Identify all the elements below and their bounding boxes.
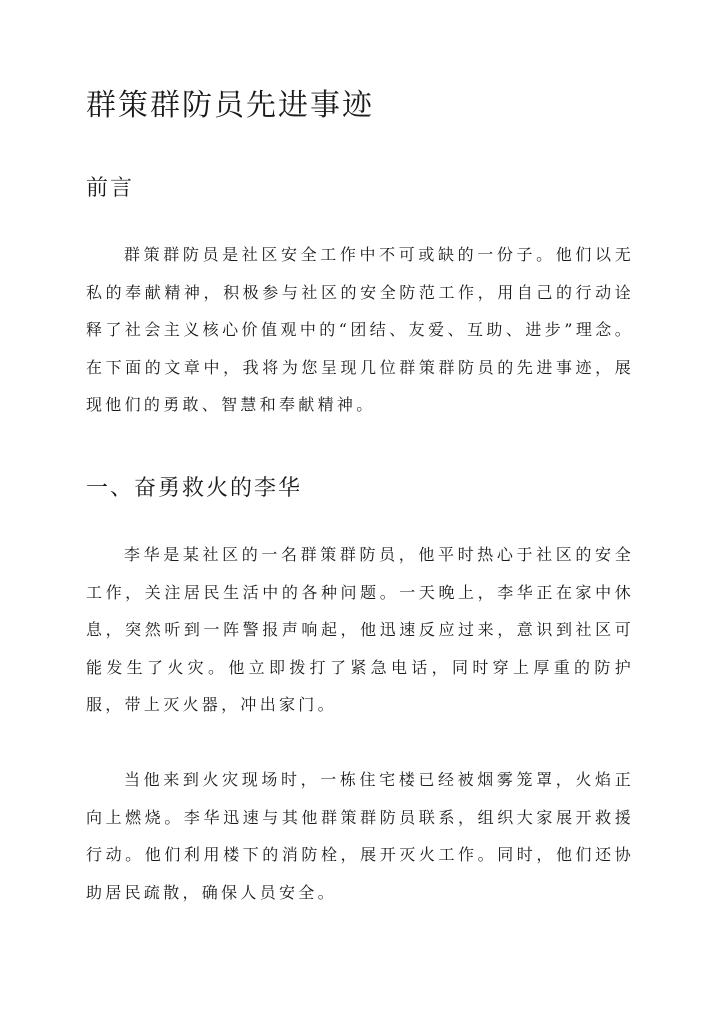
li-hua-paragraph-2: 当他来到火灾现场时，一栋住宅楼已经被烟雾笼罩，火焰正向上燃烧。李华迅速与其他群策群防员联系，组织大家展开救援行动。他们利用楼下的消防栓，展开灭火工作。同时，他们还协助居民疏散，确保人员安全。	[86, 770, 634, 902]
preface-paragraph: 群策群防员是社区安全工作中不可或缺的一份子。他们以无私的奉献精神，积极参与社区的安全防范工作，用自己的行动诠释了社会主义核心价值观中的“团结、友爱、互助、进步”理念。在下面的文章中，我将为您呈现几位群策群防员的先进事迹，展现他们的勇敢、智慧和奉献精神。	[86, 245, 634, 414]
section-heading-li-hua: 一、奋勇救火的李华	[86, 476, 303, 501]
section-heading-preface: 前言	[86, 176, 135, 201]
li-hua-paragraph-1: 李华是某社区的一名群策群防员，他平时热心于社区的安全工作，关注居民生活中的各种问题。一天晚上，李华正在家中休息，突然听到一阵警报声响起，他迅速反应过来，意识到社区可能发生了火灾。他立即拨打了紧急电话，同时穿上厚重的防护服，带上灭火器，冲出家门。	[86, 545, 634, 714]
document-title: 群策群防员先进事迹	[86, 88, 374, 123]
